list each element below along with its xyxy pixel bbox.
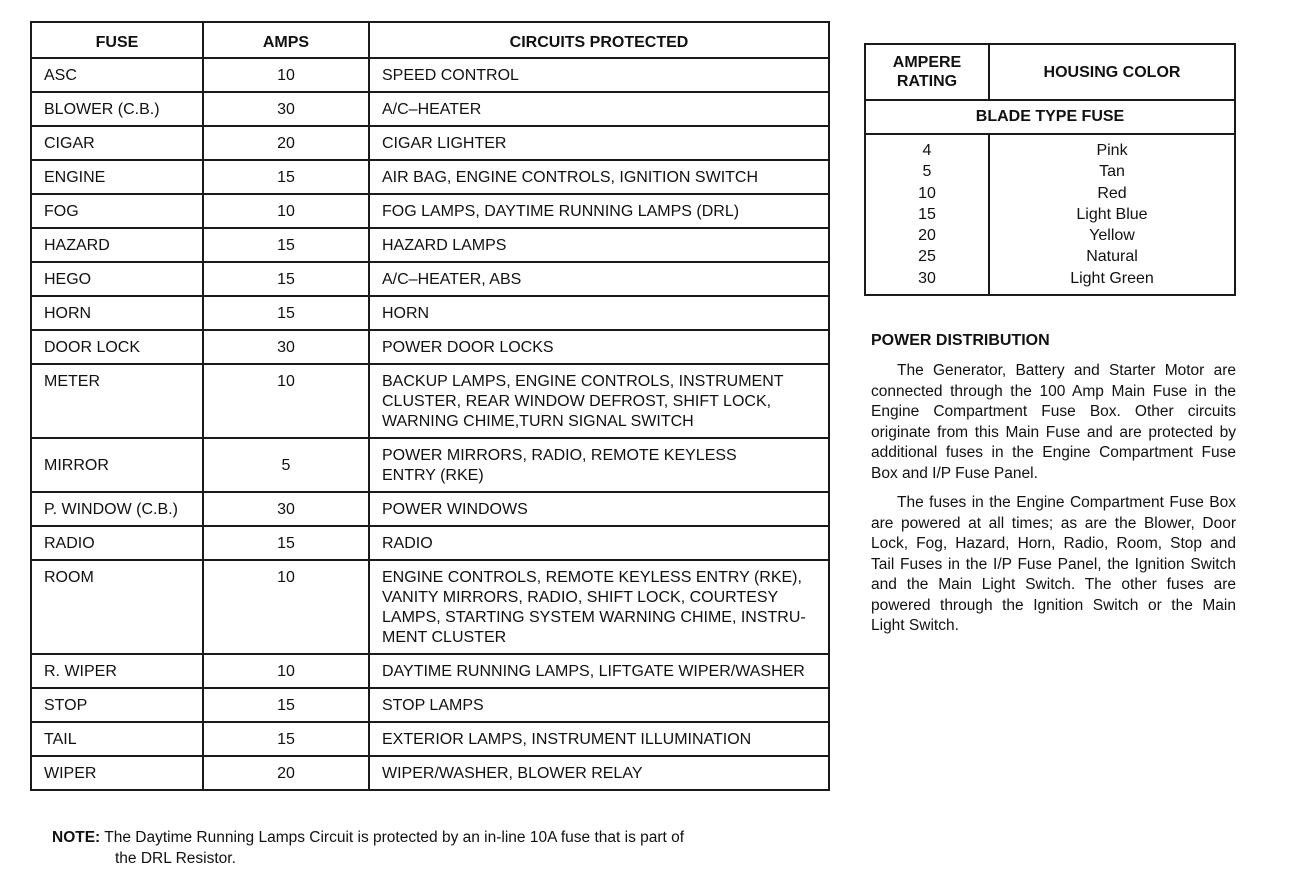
fuse-name-cell: R. WIPER <box>31 654 203 688</box>
table-row <box>31 756 829 790</box>
ampere-rating-value: 30 <box>918 269 936 287</box>
circuits-cell <box>369 654 829 688</box>
circuits-cell <box>369 560 829 654</box>
fuse-name-cell: HAZARD <box>31 228 203 262</box>
amps-cell: 15 <box>203 688 369 722</box>
circuits-line: MENT CLUSTER <box>382 629 507 646</box>
circuits-cell <box>369 160 829 194</box>
circuits-line: BACKUP LAMPS, ENGINE CONTROLS, INSTRUMENT <box>382 373 784 390</box>
amps-cell: 15 <box>203 296 369 330</box>
ampere-rating-value: 20 <box>918 227 936 245</box>
circuits-line: HAZARD LAMPS <box>382 237 507 254</box>
amps-cell: 10 <box>203 364 369 438</box>
circuits-cell <box>369 330 829 364</box>
table-row <box>31 654 829 688</box>
ampere-rating-list <box>865 134 989 295</box>
table-row <box>31 688 829 722</box>
ampere-rating-value: 15 <box>918 205 936 223</box>
amps-cell: 15 <box>203 228 369 262</box>
circuits-line: VANITY MIRRORS, RADIO, SHIFT LOCK, COURTESY <box>382 589 779 606</box>
housing-color-table <box>864 43 1236 296</box>
fuse-name-cell: ENGINE <box>31 160 203 194</box>
ampere-rating-value: 4 <box>922 142 932 159</box>
circuits-cell <box>369 194 829 228</box>
note <box>52 827 772 869</box>
ampere-rating-header: AMPERE RATING <box>865 44 989 100</box>
circuits-line: POWER DOOR LOCKS <box>382 339 554 356</box>
power-distribution-title: POWER DISTRIBUTION <box>871 332 1050 349</box>
circuits-cell <box>369 688 829 722</box>
table-row <box>31 438 829 492</box>
note-label: NOTE: <box>52 829 101 846</box>
circuits-line: EXTERIOR LAMPS, INSTRUMENT ILLUMINATION <box>382 731 752 748</box>
circuits-line: WARNING CHIME,TURN SIGNAL SWITCH <box>382 413 694 430</box>
circuits-line: WIPER/WASHER, BLOWER RELAY <box>382 765 643 782</box>
fuse-name-cell: FOG <box>31 194 203 228</box>
fuse-name-cell: STOP <box>31 688 203 722</box>
amps-cell: 30 <box>203 492 369 526</box>
amps-cell: 15 <box>203 262 369 296</box>
housing-color-value: Light Blue <box>1076 205 1148 223</box>
housing-color-value: Pink <box>1096 142 1128 159</box>
housing-color-value: Tan <box>1099 163 1125 181</box>
fuse-name-cell: HEGO <box>31 262 203 296</box>
fuse-name-cell: RADIO <box>31 526 203 560</box>
amps-cell: 20 <box>203 756 369 790</box>
fuse-name-cell: WIPER <box>31 756 203 790</box>
circuits-cell <box>369 262 829 296</box>
table-row <box>31 58 829 92</box>
circuits-cell <box>369 126 829 160</box>
note-text-continued: the DRL Resistor. <box>115 850 236 867</box>
housing-color-value: Red <box>1097 184 1127 202</box>
housing-color-list <box>989 134 1235 295</box>
circuits-cell <box>369 722 829 756</box>
amps-cell: 15 <box>203 526 369 560</box>
circuits-line: CLUSTER, REAR WINDOW DEFROST, SHIFT LOCK, <box>382 393 772 410</box>
fuse-table <box>30 21 830 791</box>
amps-cell: 15 <box>203 722 369 756</box>
color-table-header <box>865 44 1235 100</box>
fuse-name-cell: TAIL <box>31 722 203 756</box>
ampere-rating-value: 5 <box>922 163 932 181</box>
power-distribution-paragraph: The Generator, Battery and Starter Motor are connected through the 100 Amp Main Fuse in the Engine Compartment Fuse Box. Other circuits originate from this Main Fuse and are protected by additional fuses in the Engine Compartment Fuse Box and I/P Fuse Panel. <box>871 362 1236 482</box>
amps-cell: 15 <box>203 160 369 194</box>
circuits-line: HORN <box>382 305 430 322</box>
fuse-name-cell: METER <box>31 364 203 438</box>
table-row <box>31 722 829 756</box>
housing-color-value: Yellow <box>1089 227 1135 245</box>
power-distribution-section <box>871 332 1236 646</box>
amps-cell: 10 <box>203 654 369 688</box>
fuse-name-cell: DOOR LOCK <box>31 330 203 364</box>
table-row <box>31 92 829 126</box>
circuits-line: POWER MIRRORS, RADIO, REMOTE KEYLESS <box>382 447 737 464</box>
fuse-name-cell: BLOWER (C.B.) <box>31 92 203 126</box>
circuits-line: AIR BAG, ENGINE CONTROLS, IGNITION SWITCH <box>382 169 759 186</box>
table-row <box>31 364 829 438</box>
circuits-cell <box>369 756 829 790</box>
circuits-line: ENGINE CONTROLS, REMOTE KEYLESS ENTRY (RKE), <box>382 569 802 586</box>
circuits-line: LAMPS, STARTING SYSTEM WARNING CHIME, INSTRU- <box>382 609 806 626</box>
ampere-rating-value: 25 <box>918 248 936 266</box>
amps-cell: 20 <box>203 126 369 160</box>
circuits-line: SPEED CONTROL <box>382 67 519 84</box>
circuits-cell <box>369 296 829 330</box>
fuse-name-cell: CIGAR <box>31 126 203 160</box>
table-row <box>31 296 829 330</box>
circuits-cell <box>369 364 829 438</box>
circuits-line: DAYTIME RUNNING LAMPS, LIFTGATE WIPER/WASHER <box>382 663 805 680</box>
circuits-line: RADIO <box>382 535 433 552</box>
circuits-cell <box>369 492 829 526</box>
circuits-cell <box>369 526 829 560</box>
circuits-line: ENTRY (RKE) <box>382 467 484 484</box>
circuits-cell <box>369 92 829 126</box>
table-row <box>31 262 829 296</box>
housing-color-value: Natural <box>1086 248 1138 266</box>
housing-color-header: HOUSING COLOR <box>989 44 1235 100</box>
fuse-column-header: FUSE <box>31 22 203 58</box>
amps-cell: 10 <box>203 560 369 654</box>
fuse-name-cell: P. WINDOW (C.B.) <box>31 492 203 526</box>
fuse-table-body <box>31 58 829 790</box>
table-row <box>31 560 829 654</box>
table-row <box>31 492 829 526</box>
circuits-cell <box>369 228 829 262</box>
table-row <box>31 126 829 160</box>
amps-column-header: AMPS <box>203 22 369 58</box>
amps-cell: 10 <box>203 58 369 92</box>
power-distribution-paragraph: The fuses in the Engine Compartment Fuse Box are powered at all times; as are the Blower, Door Lock, Fog, Hazard, Horn, Radio, Room, Stop and Tail Fuses in the I/P Fuse Panel, the Ignition Switch and the Main Light Switch. The other fuses are powered through the Ignition Switch or the Main Light Switch. <box>871 494 1236 634</box>
housing-color-value: Light Green <box>1070 269 1154 287</box>
table-row <box>31 194 829 228</box>
circuits-line: CIGAR LIGHTER <box>382 135 507 152</box>
amps-cell: 30 <box>203 330 369 364</box>
circuits-line: A/C–HEATER <box>382 101 482 118</box>
circuits-line: FOG LAMPS, DAYTIME RUNNING LAMPS (DRL) <box>382 203 740 220</box>
blade-type-fuse-subheader: BLADE TYPE FUSE <box>865 100 1235 134</box>
note-text: The Daytime Running Lamps Circuit is protected by an in-line 10A fuse that is part of <box>104 829 685 846</box>
table-row <box>31 330 829 364</box>
amps-cell: 5 <box>203 438 369 492</box>
amps-cell: 10 <box>203 194 369 228</box>
circuits-line: A/C–HEATER, ABS <box>382 271 522 288</box>
ampere-rating-value: 10 <box>918 184 936 202</box>
fuse-name-cell: MIRROR <box>31 438 203 492</box>
circuits-cell <box>369 58 829 92</box>
table-row <box>31 228 829 262</box>
fuse-name-cell: ROOM <box>31 560 203 654</box>
amps-cell: 30 <box>203 92 369 126</box>
circuits-line: POWER WINDOWS <box>382 501 528 518</box>
fuse-name-cell: HORN <box>31 296 203 330</box>
table-row <box>31 160 829 194</box>
circuits-cell <box>369 438 829 492</box>
fuse-table-header <box>31 22 829 58</box>
table-row <box>31 526 829 560</box>
fuse-name-cell: ASC <box>31 58 203 92</box>
circuits-column-header: CIRCUITS PROTECTED <box>369 22 829 58</box>
circuits-line: STOP LAMPS <box>382 697 484 714</box>
